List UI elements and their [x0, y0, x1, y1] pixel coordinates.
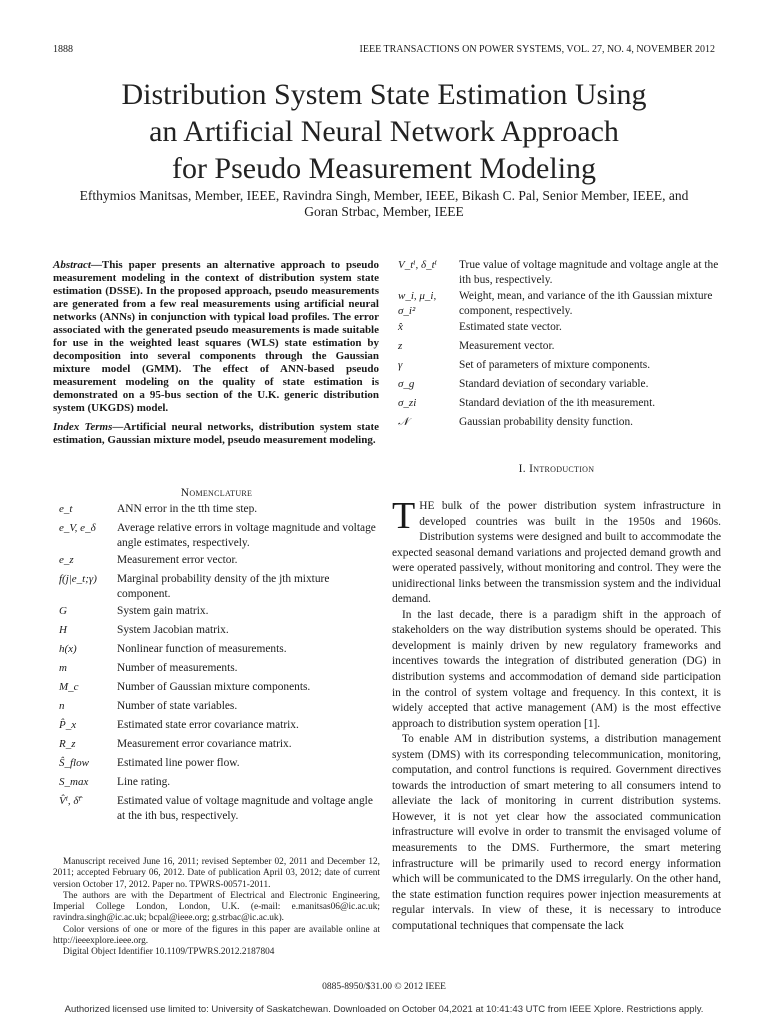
symbol-definition: Estimated line power flow.	[117, 757, 240, 769]
symbol-definition: Standard deviation of the ith measurement.	[459, 397, 656, 409]
symbol: f(j|e_t;γ)	[59, 573, 97, 585]
symbol-definition: Estimated state vector.	[459, 321, 562, 333]
drop-cap: T	[392, 495, 416, 537]
symbol-definition: Number of Gaussian mixture components.	[117, 681, 311, 693]
symbol: σ_zi	[398, 397, 417, 409]
symbol-definition: System gain matrix.	[117, 605, 209, 617]
symbol-definition: Measurement error vector.	[117, 554, 238, 566]
symbol: S_max	[59, 776, 89, 788]
introduction-heading: I. Introduction	[518, 463, 595, 475]
footnote-doi: Digital Object Identifier 10.1109/TPWRS.2012.2187804	[63, 947, 275, 958]
title-line-3: for Pseudo Measurement Modeling	[171, 152, 597, 185]
intro-paragraph-1: THE bulk of the power distribution system infrastructure in developed countries was built in the 1950s and 1960s. Distribution systems were designed and built to accommodate the expected seasonal demand variations and projected demand growth and were operated passively, without monitoring and control. They were the unidirectional links between the transmission system and the individual demand.	[392, 495, 721, 606]
introduction-body	[392, 495, 721, 934]
symbol-definition: System Jacobian matrix.	[117, 624, 229, 636]
symbol: 𝒩	[398, 416, 409, 428]
symbol-definition: Number of measurements.	[117, 662, 238, 674]
symbol: P̂_x	[59, 719, 77, 731]
index-terms-text: —Artificial neural networks, distribution system state estimation, Gaussian mixture model, pseudo measurement modeling.	[53, 421, 379, 446]
symbol-definition: ANN error in the tth time step.	[117, 503, 258, 515]
title-line-1: Distribution System State Estimation Using	[121, 78, 647, 111]
authors-line-2: Goran Strbac, Member, IEEE	[304, 204, 464, 219]
index-terms	[53, 421, 379, 447]
symbol: w_i, μ_i, σ_i²	[398, 290, 437, 317]
symbol: m	[59, 662, 67, 674]
symbol-definition: Line rating.	[117, 776, 171, 788]
symbol: γ	[398, 359, 403, 371]
symbol-definition: Marginal probability density of the jth mixture component.	[117, 573, 330, 600]
authors-line-1: Efthymios Manitsas, Member, IEEE, Ravindra Singh, Member, IEEE, Bikash C. Pal, Senior Member, IEEE, and	[79, 188, 689, 203]
footnote-color: Color versions of one or more of the figures in this paper are available online at http://ieeexplore.ieee.org.	[53, 924, 380, 947]
symbol-definition: Number of state variables.	[117, 700, 238, 712]
symbol-definition: Measurement vector.	[459, 340, 555, 352]
symbol-definition: Weight, mean, and variance of the ith Gaussian mixture component, respectively.	[459, 290, 713, 317]
symbol: M_c	[59, 681, 79, 693]
symbol: e_z	[59, 554, 74, 566]
symbol-definition: Set of parameters of mixture components.	[459, 359, 651, 371]
footnote-manuscript: Manuscript received June 16, 2011; revised September 02, 2011 and December 12, 2011; accepted February 06, 2012. Date of publication April 03, 2012; date of current version October 17, 2012. Paper no. TPWRS-00571-2011.	[53, 857, 380, 890]
intro-paragraph-2: In the last decade, there is a paradigm shift in the approach of stakeholders on the way distribution systems should be operated. This development is mainly driven by new regulatory frameworks and incentives towards the integration of distributed generation (DG) in distribution systems and accommodation of demand side participation in the control of system voltage and frequency. In this context, it is widely accepted that active management (AM) is the most effective approach to distribution system operation [1].	[392, 608, 721, 730]
symbol-definition: Estimated state error covariance matrix.	[117, 719, 299, 731]
symbol: z	[398, 340, 403, 352]
symbol-definition: Nonlinear function of measurements.	[117, 643, 287, 655]
footnotes	[53, 857, 380, 959]
symbol: V_tⁱ, δ_tⁱ	[398, 259, 437, 271]
intro-paragraph-3: To enable AM in distribution systems, a distribution management system (DMS) with its corresponding telecommunication, monitoring, computation, and control functions is required. Government directives towards the introduction of smart metering to all consumers intend to alleviate the lack of monitoring in current distribution systems. However, it is not yet clear how the associated communication infrastructure will evolve in order to transmit the envisaged volume of measurements to the DMS. Furthermore, the smart metering infrastructure will be primarily used to record energy information which will be communicated to the DMS irregularly. On the other hand, the state estimation function requires power injection measurements at regular intervals. In view of these, it is necessary to introduce computational techniques that compensate the lack	[392, 733, 721, 932]
symbol: x̂	[398, 321, 403, 333]
symbol: n	[59, 700, 65, 712]
journal-header: IEEE TRANSACTIONS ON POWER SYSTEMS, VOL. 27, NO. 4, NOVEMBER 2012	[359, 44, 715, 55]
title-line-2: an Artificial Neural Network Approach	[149, 115, 619, 148]
symbol-definition: Measurement error covariance matrix.	[117, 738, 292, 750]
symbol-definition: Average relative errors in voltage magnitude and voltage angle estimates, respectively.	[117, 522, 376, 549]
paper-title	[0, 76, 768, 187]
index-terms-lead: Index Terms	[53, 421, 113, 433]
symbol: R_z	[59, 738, 76, 750]
symbol: H	[59, 624, 67, 636]
symbol: Ŝ_flow	[59, 757, 89, 769]
abstract	[53, 259, 379, 415]
symbol: G	[59, 605, 67, 617]
footnote-affiliation: The authors are with the Department of Electrical and Electronic Engineering, Imperial College London, London, U.K. (e-mail: e.manitsas06@ic.ac.uk; ravindra.singh@ic.ac.uk; bcpal@ieee.org; g.strbac@ic.ac.uk).	[53, 890, 380, 924]
symbol: σ_g	[398, 378, 415, 390]
nomenclature-heading: Nomenclature	[180, 487, 253, 499]
symbol-definition: True value of voltage magnitude and voltage angle at the ith bus, respectively.	[459, 259, 719, 286]
symbol: V̂ⁱ, δ̂ⁱ	[59, 795, 81, 807]
symbol-definition: Estimated value of voltage magnitude and voltage angle at the ith bus, respectively.	[117, 795, 373, 822]
symbol: e_t	[59, 503, 73, 515]
copyright-line: 0885-8950/$31.00 © 2012 IEEE	[322, 982, 446, 992]
symbol-definition: Gaussian probability density function.	[459, 416, 633, 428]
symbol: h(x)	[59, 643, 77, 655]
symbol: e_V, e_δ	[59, 522, 96, 534]
authorized-use-notice: Authorized licensed use limited to: University of Saskatchewan. Downloaded on October 04,2021 at 10:41:43 UTC from IEEE Xplore. Restrictions apply.	[64, 1004, 704, 1015]
page-number: 1888	[53, 44, 73, 55]
author-list	[40, 188, 728, 220]
abstract-lead: Abstract	[53, 259, 91, 271]
symbol-definition: Standard deviation of secondary variable.	[459, 378, 649, 390]
abstract-text: —This paper presents an alternative approach to pseudo measurement modeling in the context of distribution system state estimation (DSSE). In the proposed approach, pseudo measurements are generated from a few real measurements using artificial neural networks (ANNs) in conjunction with typical load profiles. The error associated with the generated pseudo measurements is made suitable for use in the weighted least squares (WLS) state estimation by decomposition into several components through the Gaussian mixture model (GMM). The effect of ANN-based pseudo measurement modeling on the quality of state estimation is demonstrated on a 95-bus section of the U.K. generic distribution system (UKGDS) model.	[53, 259, 379, 414]
